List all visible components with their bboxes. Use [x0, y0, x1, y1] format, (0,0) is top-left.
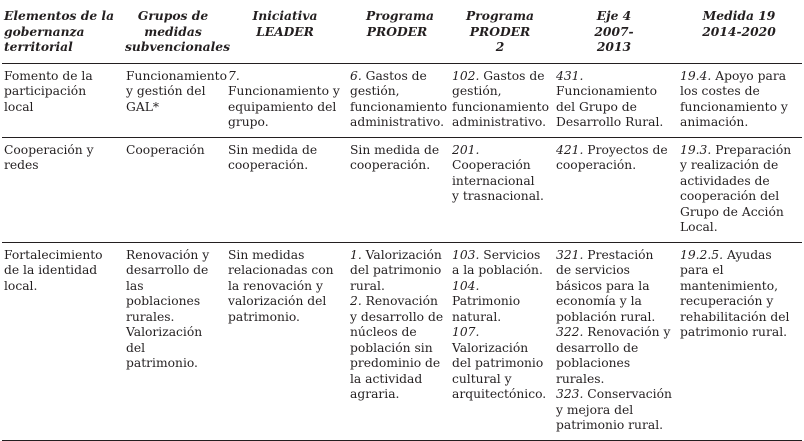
measure-item	[452, 325, 545, 403]
measure-item	[680, 248, 798, 341]
measure-item	[452, 248, 545, 279]
measure-item	[350, 143, 444, 174]
cell-elemento-text: Cooperación y redes	[4, 142, 94, 172]
governance-measures-table	[2, 4, 802, 441]
measure-item	[228, 248, 342, 326]
cell-eje4	[552, 137, 676, 242]
cell-proder2	[448, 137, 552, 242]
cell-grupo-text: Renovación y desarrollo de las poblaciones rurales. Valorización del patrimonio.	[126, 247, 210, 370]
measure-code: 421.	[556, 142, 584, 157]
cell-proder	[346, 63, 448, 137]
measure-code: 1.	[350, 247, 362, 262]
measure-item	[228, 69, 342, 131]
cell-grupo-text: Cooperación	[126, 142, 205, 157]
measure-text: Sin medida de cooperación.	[228, 142, 318, 172]
measure-code: 322.	[556, 325, 584, 339]
header-medida19: Medida 19 2014-2020	[702, 8, 776, 39]
measure-text: Gastos de gestión, funcionamiento administrativo.	[452, 68, 550, 129]
measure-text: Valorización del patrimonio rural.	[350, 247, 442, 293]
measure-code: 102.	[452, 68, 480, 83]
header-eje4: Eje 4 2007-2013	[594, 8, 634, 54]
measure-item	[556, 248, 672, 326]
measure-item	[350, 68, 448, 131]
cell-medida19	[676, 242, 802, 440]
header-proder: Programa PRODER	[366, 8, 434, 39]
measure-item	[452, 68, 550, 131]
measure-item	[556, 69, 672, 131]
measure-item	[556, 325, 672, 387]
measure-code: 19.2.5.	[680, 247, 724, 262]
measure-code: 7.	[228, 68, 240, 83]
measure-text: Prestación de servicios básicos para la economía y la población rural.	[556, 247, 656, 324]
cell-eje4	[552, 63, 676, 137]
cell-leader	[224, 242, 346, 440]
measure-code: 431.	[556, 68, 584, 83]
measure-text: Sin medidas relacionadas con la renovación y valorización del patrimonio.	[228, 247, 334, 324]
measure-text: Funcionamiento del Grupo de Desarrollo Rural.	[556, 84, 664, 129]
measure-item	[556, 143, 672, 174]
cell-elemento-text: Fomento de la participación local	[4, 68, 93, 114]
cell-grupo-text: Funcionamiento y gestión del GAL*	[126, 68, 227, 114]
measure-text: Ayudas para el mantenimiento, recuperación y rehabilitación del patrimonio rural.	[680, 247, 790, 339]
cell-proder	[346, 242, 448, 440]
cell-eje4	[552, 242, 676, 440]
cell-grupo	[122, 242, 224, 440]
measure-text: Servicios a la población.	[452, 247, 543, 277]
measure-item	[452, 143, 545, 205]
header-elementos: Elementos de la gobernanza territorial	[4, 8, 115, 54]
measure-item	[680, 143, 798, 236]
measure-item	[452, 279, 545, 326]
measure-item	[680, 69, 798, 131]
measure-code: 323.	[556, 387, 584, 401]
measure-text: Proyectos de cooperación.	[556, 142, 668, 172]
measure-item	[350, 248, 444, 295]
cell-medida19	[676, 63, 802, 137]
measure-text: Sin medida de cooperación.	[350, 142, 440, 172]
header-grupos: Grupos de medidas subvencionales	[125, 8, 231, 54]
cell-leader	[224, 137, 346, 242]
measure-text: Cooperación internacional y trasnacional.	[452, 158, 544, 203]
measure-code: 103.	[452, 247, 480, 262]
measure-code: 201.	[452, 142, 480, 157]
measure-code: 321.	[556, 247, 584, 262]
cell-elemento	[2, 242, 122, 440]
cell-proder	[346, 137, 448, 242]
cell-grupo	[122, 63, 227, 137]
measure-item	[556, 387, 672, 434]
cell-elemento	[2, 137, 122, 242]
table-header-row	[2, 4, 802, 63]
table-row	[2, 137, 802, 242]
measure-item	[228, 143, 342, 174]
measure-text: Valorización del patrimonio cultural y arquitectónico.	[452, 340, 547, 401]
measure-code: 19.3.	[680, 142, 712, 157]
measure-text: Renovación y desarrollo de poblaciones rurales.	[556, 325, 671, 386]
table-row	[2, 63, 802, 137]
cell-proder2	[448, 63, 552, 137]
table-row	[2, 242, 802, 440]
measure-code: 107.	[452, 325, 480, 339]
measure-text: Conservación y mejora del patrimonio rural.	[556, 387, 672, 432]
measure-item	[350, 294, 444, 403]
cell-elemento	[2, 63, 122, 137]
cell-elemento-text: Fortalecimiento de la identidad local.	[4, 247, 103, 293]
cell-proder2	[448, 242, 552, 440]
measure-text: Apoyo para los costes de funcionamiento y animación.	[680, 68, 788, 129]
cell-grupo	[122, 137, 224, 242]
measure-text: Renovación y desarrollo de núcleos de población sin predominio de la actividad agraria.	[350, 294, 444, 401]
measure-code: 19.4.	[680, 68, 712, 83]
cell-leader	[224, 63, 346, 137]
measure-text: Patrimonio natural.	[452, 294, 521, 324]
measure-code: 6.	[350, 68, 362, 83]
measure-code: 2.	[350, 294, 362, 308]
header-leader: Iniciativa LEADER	[252, 8, 318, 39]
measure-text: Funcionamiento y equipamiento del grupo.	[228, 84, 340, 129]
measure-code: 104.	[452, 278, 480, 293]
cell-medida19	[676, 137, 802, 242]
measure-text: Gastos de gestión, funcionamiento administrativo.	[350, 68, 448, 129]
measure-text: Preparación y realización de actividades de cooperación del Grupo de Acción Local.	[680, 142, 792, 234]
header-proder2: Programa PRODER 2	[466, 8, 534, 54]
